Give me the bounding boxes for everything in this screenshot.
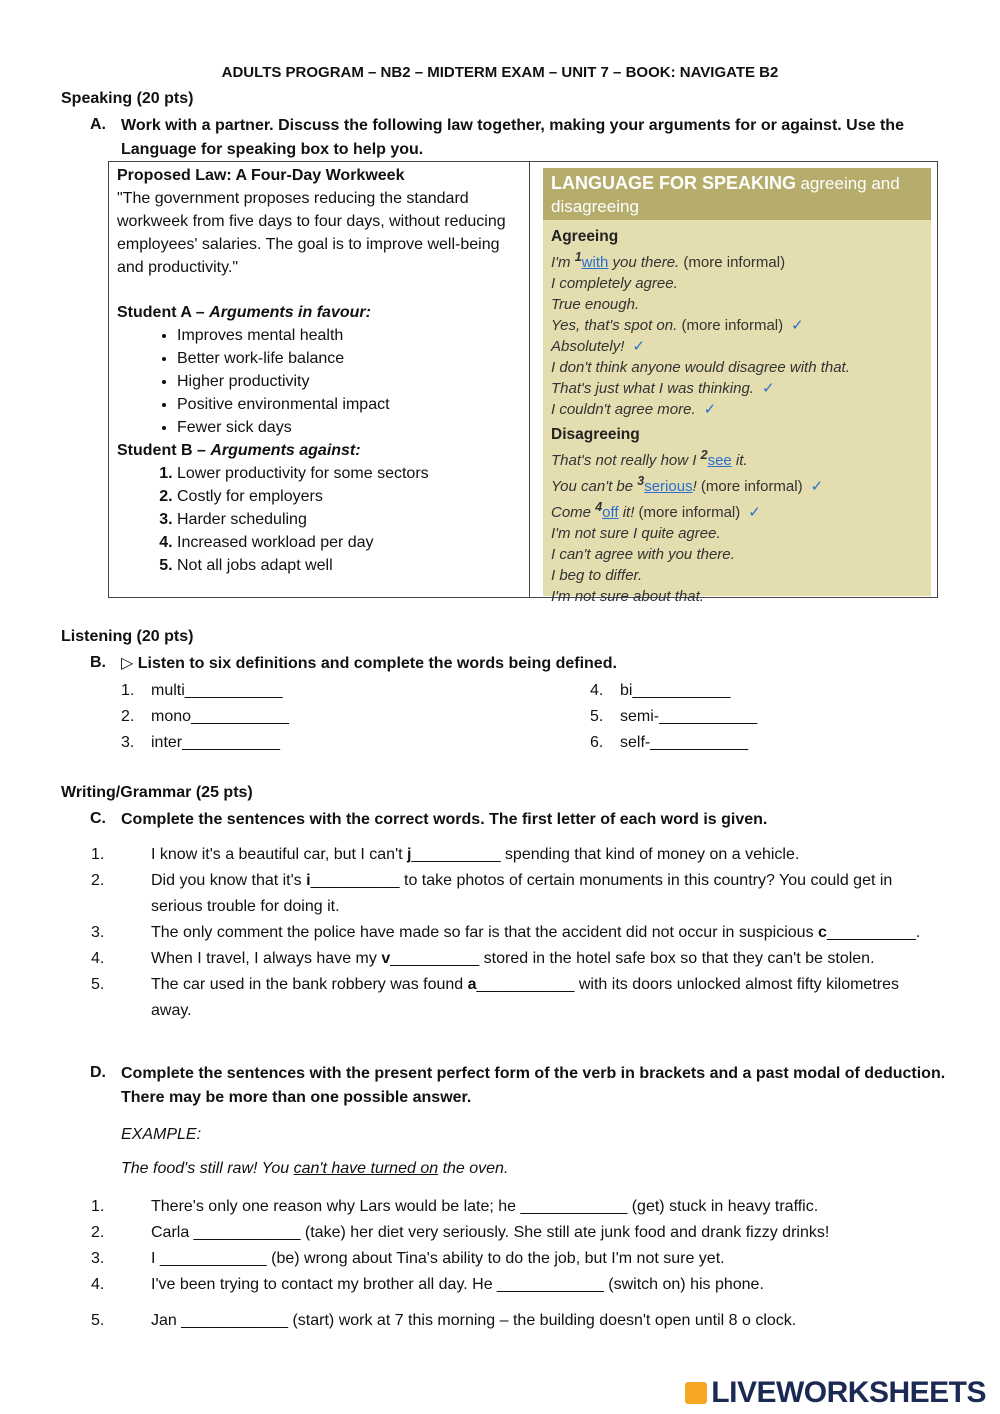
lfs-phrase: True enough. — [551, 296, 640, 313]
list-item: 5. semi-___________ — [590, 708, 757, 725]
table-divider — [529, 162, 530, 597]
answer-blank-2[interactable]: see — [707, 452, 732, 469]
lfs-phrase: I'm $^1$with you there. (more informal) — [551, 250, 786, 271]
lfs-phrase: I completely agree. — [551, 275, 678, 292]
question-a-instruction: Work with a partner. Discuss the following law together, making your arguments for or against. Use the Language for speaking box to help you. — [121, 117, 904, 158]
list-item: 3. Harder scheduling — [177, 508, 522, 531]
list-item: 1. I know it's a beautiful car, but I can't j__________ spending that kind of money on a vehicle. — [91, 846, 800, 863]
law-title: Proposed Law: A Four-Day Workweek — [117, 167, 405, 184]
list-item: • Positive environmental impact — [177, 393, 522, 416]
lfs-phrase: You can't be $^3$serious! (more informal) ✓ — [551, 474, 824, 495]
speaking-table — [108, 161, 938, 605]
list-item: 2. Costly for employers — [177, 485, 522, 508]
question-b-instruction: ▷ Listen to six definitions and complete the words being defined. — [121, 655, 617, 672]
question-d-instruction: Complete the sentences with the present perfect form of the verb in brackets and a past modal of deduction. There may be more than one possible answer. — [121, 1065, 946, 1106]
question-d-letter: D. — [90, 1064, 106, 1081]
favour-list — [117, 324, 522, 439]
lfs-phrase: I couldn't agree more. ✓ — [551, 401, 717, 418]
list-item: 4. Increased workload per day — [177, 531, 522, 554]
answer-blank-4[interactable]: off — [602, 504, 619, 521]
list-item: • Better work-life balance — [177, 347, 522, 370]
lfs-phrase: I'm not sure I quite agree. — [551, 525, 721, 542]
list-item: 6. self-___________ — [590, 734, 749, 751]
list-item: 2. mono___________ — [121, 708, 289, 725]
question-a-letter: A. — [90, 116, 106, 133]
list-item: 1. multi___________ — [121, 682, 283, 699]
lfs-phrase: That's just what I was thinking. ✓ — [551, 380, 775, 397]
lfs-phrase: Come $^4$off it! (more informal) ✓ — [551, 500, 761, 521]
student-a-heading: Student A – Arguments in favour: — [117, 304, 371, 321]
listening-heading: Listening (20 pts) — [61, 628, 194, 645]
list-item: 3. I ____________ (be) wrong about Tina's ability to do the job, but I'm not sure yet. — [91, 1250, 725, 1267]
liveworksheets-icon — [685, 1382, 707, 1404]
lfs-phrase: I can't agree with you there. — [551, 546, 735, 563]
list-item: 1. There's only one reason why Lars would be late; he ____________ (get) stuck in heavy traffic. — [91, 1198, 819, 1215]
writing-heading: Writing/Grammar (25 pts) — [61, 784, 253, 801]
against-list — [117, 462, 522, 577]
lfs-phrase: I don't think anyone would disagree with that. — [551, 359, 850, 376]
list-item: 4. bi___________ — [590, 682, 731, 699]
lfs-phrase: I beg to differ. — [551, 567, 643, 584]
student-b-heading: Student B – Arguments against: — [117, 442, 361, 459]
agreeing-heading: Agreeing — [551, 228, 619, 245]
lfs-phrase: That's not really how I $^2$see it. — [551, 448, 748, 469]
lfs-header: LANGUAGE FOR SPEAKING agreeing and disagreeing — [543, 168, 931, 220]
law-text: "The government proposes reducing the standard workweek from five days to four days, without reducing employees' salaries. The goal is to improve well-being and productivity." — [117, 190, 506, 276]
question-d-items — [91, 1194, 941, 1334]
question-c-items — [91, 842, 941, 1024]
play-icon[interactable]: ▷ — [121, 655, 134, 672]
list-item: 5. Jan ____________ (start) work at 7 this morning – the building doesn't open until 8 o clock. — [91, 1312, 797, 1329]
example-label: EXAMPLE: — [121, 1126, 202, 1143]
list-item: 5. Not all jobs adapt well — [177, 554, 522, 577]
lfs-phrase: Yes, that's spot on. (more informal) ✓ — [551, 317, 804, 334]
lfs-phrase: I'm not sure about that. — [551, 588, 704, 605]
check-icon: ✓ — [703, 401, 717, 418]
example-sentence: The food's still raw! You can't have turned on the oven. — [121, 1160, 509, 1177]
list-item: 2. Carla ____________ (take) her diet very seriously. She still ate junk food and drank fizzy drinks! — [91, 1224, 830, 1241]
list-item: • Improves mental health — [177, 324, 522, 347]
list-item: • Fewer sick days — [177, 416, 522, 439]
answer-blank-1[interactable]: with — [581, 254, 609, 271]
check-icon: ✓ — [791, 317, 804, 334]
list-item: 2. Did you know that it's i__________ to take photos of certain monuments in this country? You could get in serious trouble for doing it. — [91, 872, 893, 915]
list-item: 4. I've been trying to contact my brother all day. He ____________ (switch on) his phone. — [91, 1276, 764, 1293]
law-column — [117, 164, 522, 577]
question-c-letter: C. — [90, 810, 106, 827]
check-icon: ✓ — [761, 380, 775, 397]
list-item: • Higher productivity — [177, 370, 522, 393]
exam-title: ADULTS PROGRAM – NB2 – MIDTERM EXAM – UNIT 7 – BOOK: NAVIGATE B2 — [221, 64, 779, 81]
liveworksheets-logo: LIVEWORKSHEETS — [685, 1376, 986, 1410]
check-icon: ✓ — [632, 338, 645, 355]
list-item: 1. Lower productivity for some sectors — [177, 462, 522, 485]
check-icon: ✓ — [810, 478, 824, 495]
list-item: 3. inter___________ — [121, 734, 281, 751]
lfs-phrase: Absolutely! ✓ — [551, 338, 645, 355]
list-item: 5. The car used in the bank robbery was found a___________ with its doors unlocked almost fifty kilometres away. — [91, 976, 899, 1019]
listening-items-left — [121, 678, 289, 756]
speaking-heading: Speaking (20 pts) — [61, 90, 194, 107]
question-b-letter: B. — [90, 654, 106, 671]
question-c-instruction: Complete the sentences with the correct words. The first letter of each word is given. — [121, 811, 768, 828]
lfs-body — [543, 220, 931, 613]
language-for-speaking-box — [543, 168, 931, 605]
check-icon: ✓ — [748, 504, 761, 521]
listening-items-right — [590, 678, 757, 756]
answer-blank-3[interactable]: serious — [644, 478, 693, 495]
disagreeing-heading: Disagreeing — [551, 426, 640, 443]
list-item: 4. When I travel, I always have my v__________ stored in the hotel safe box so that they can't be stolen. — [91, 950, 875, 967]
list-item: 3. The only comment the police have made so far is that the accident did not occur in suspicious c__________. — [91, 924, 921, 941]
